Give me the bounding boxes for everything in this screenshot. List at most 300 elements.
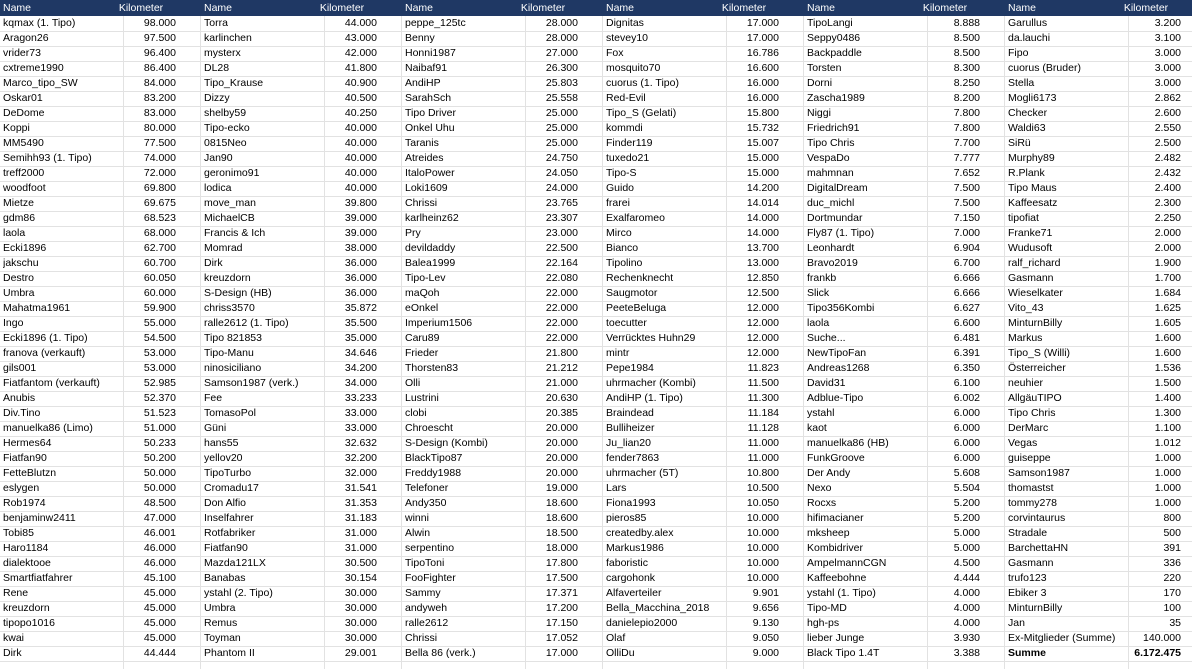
member-name: Fee (204, 392, 223, 404)
member-name: Bulliheizer (606, 422, 655, 434)
member-name: Destro (3, 272, 34, 284)
member-name: Kaffeebohne (807, 572, 867, 584)
member-name: Jan90 (204, 152, 233, 164)
member-name: Braindead (606, 407, 654, 419)
column-header-name: Name (3, 2, 32, 14)
member-kilometer: 14.000 (746, 227, 779, 239)
grid-line (200, 16, 201, 669)
member-kilometer: 83.200 (143, 92, 176, 104)
member-name: Dignitas (606, 17, 644, 29)
member-name: Alfaverteiler (606, 587, 662, 599)
member-name: stevey10 (606, 32, 649, 44)
member-kilometer: 24.750 (545, 152, 578, 164)
member-kilometer: 46.000 (143, 557, 176, 569)
member-name: Red-Evil (606, 92, 646, 104)
member-kilometer: 34.000 (344, 377, 377, 389)
member-name: Smartfiatfahrer (3, 572, 73, 584)
member-kilometer: 15.007 (746, 137, 779, 149)
member-name: kreuzdorn (3, 602, 50, 614)
member-name: Fiatfan90 (204, 542, 248, 554)
member-kilometer: 8.300 (953, 62, 980, 74)
member-kilometer: 391 (1163, 542, 1181, 554)
table-row (0, 256, 1192, 272)
member-name: VespaDo (807, 152, 850, 164)
member-name: ItaloPower (405, 167, 455, 179)
member-kilometer: 1.625 (1154, 302, 1181, 314)
member-kilometer: 1.000 (1154, 497, 1181, 509)
column-header-kilometer: Kilometer (118, 2, 164, 14)
member-kilometer: 9.000 (752, 647, 779, 659)
member-kilometer: 18.600 (545, 512, 578, 524)
member-name: faboristic (606, 557, 649, 569)
member-name: kqmax (1. Tipo) (3, 17, 76, 29)
member-name: Tipo-Manu (204, 347, 254, 359)
member-name: Olli (405, 377, 421, 389)
member-name: MinturnBilly (1008, 602, 1063, 614)
member-name: chriss3570 (204, 302, 255, 314)
member-name: Tipolino (606, 257, 643, 269)
member-name: Tipo-ecko (204, 122, 250, 134)
member-kilometer: 12.000 (746, 302, 779, 314)
member-name: Dorni (807, 77, 833, 89)
member-name: mysterx (204, 47, 241, 59)
member-kilometer: 5.200 (953, 497, 980, 509)
table-row (0, 286, 1192, 302)
member-kilometer: 25.803 (545, 77, 578, 89)
grid-line (803, 16, 804, 669)
member-kilometer: 29.001 (344, 647, 377, 659)
member-kilometer: 46.001 (143, 527, 176, 539)
member-kilometer: 24.050 (545, 167, 578, 179)
member-name: Ingo (3, 317, 24, 329)
member-name: Ebiker 3 (1008, 587, 1047, 599)
member-name: lieber Junge (807, 632, 865, 644)
member-kilometer: 4.000 (953, 602, 980, 614)
member-name: franova (verkauft) (3, 347, 86, 359)
member-name: ystahl (2. Tipo) (204, 587, 273, 599)
table-row (0, 361, 1192, 377)
member-kilometer: 3.930 (953, 632, 980, 644)
member-name: cuorus (Bruder) (1008, 62, 1081, 74)
member-name: Verrücktes Huhn29 (606, 332, 696, 344)
member-kilometer: 39.800 (344, 197, 377, 209)
member-name: S-Design (Kombi) (405, 437, 488, 449)
member-kilometer: 1.000 (1154, 467, 1181, 479)
member-name: MichaelCB (204, 212, 255, 224)
member-name: Saugmotor (606, 287, 658, 299)
member-kilometer: 38.000 (344, 242, 377, 254)
member-name: Fipo (1008, 47, 1029, 59)
member-kilometer: 34.200 (344, 362, 377, 374)
member-name: NewTipoFan (807, 347, 867, 359)
member-name: Andreas1268 (807, 362, 870, 374)
member-name: Chrissi (405, 632, 438, 644)
table-row (0, 556, 1192, 572)
member-kilometer: 13.700 (746, 242, 779, 254)
member-kilometer: 33.000 (344, 407, 377, 419)
member-kilometer: 17.000 (746, 32, 779, 44)
grid-line (726, 16, 727, 669)
member-name: cxtreme1990 (3, 62, 64, 74)
member-kilometer: 44.444 (143, 647, 176, 659)
member-kilometer: 3.100 (1154, 32, 1181, 44)
member-kilometer: 33.000 (344, 422, 377, 434)
member-name: Tipo_S (Gelati) (606, 107, 677, 119)
member-kilometer: 23.765 (545, 197, 578, 209)
member-kilometer: 10.000 (746, 572, 779, 584)
member-kilometer: 20.000 (545, 437, 578, 449)
member-kilometer: 1.600 (1154, 332, 1181, 344)
member-name: Mazda121LX (204, 557, 266, 569)
table-row (0, 31, 1192, 47)
member-name: Markus1986 (606, 542, 664, 554)
table-row (0, 346, 1192, 362)
member-name: mksheep (807, 527, 850, 539)
member-kilometer: 12.500 (746, 287, 779, 299)
table-row (0, 91, 1192, 107)
member-kilometer: 9.130 (752, 617, 779, 629)
table-row (0, 16, 1192, 32)
grid-line (602, 16, 603, 669)
member-name: kaot (807, 422, 827, 434)
member-name: AllgäuTIPO (1008, 392, 1062, 404)
member-kilometer: 13.000 (746, 257, 779, 269)
member-kilometer: 39.000 (344, 227, 377, 239)
member-name: ystahl (1. Tipo) (807, 587, 876, 599)
table-row (0, 331, 1192, 347)
member-kilometer: 4.444 (953, 572, 980, 584)
member-kilometer: 17.800 (545, 557, 578, 569)
member-name: Mogli6173 (1008, 92, 1057, 104)
member-name: Finder119 (606, 137, 653, 149)
member-name: Inselfahrer (204, 512, 254, 524)
table-row (0, 61, 1192, 77)
member-name: gils001 (3, 362, 37, 374)
member-name: Wudusoft (1008, 242, 1053, 254)
member-kilometer: 17.000 (545, 647, 578, 659)
member-name: MinturnBilly (1008, 317, 1063, 329)
member-name: ystahl (807, 407, 835, 419)
member-name: Checker (1008, 107, 1048, 119)
member-name: uhrmacher (Kombi) (606, 377, 696, 389)
member-name: Honni1987 (405, 47, 456, 59)
member-name: Div.Tino (3, 407, 41, 419)
member-kilometer: 6.904 (953, 242, 980, 254)
member-kilometer: 11.823 (747, 362, 779, 374)
member-kilometer: 20.630 (545, 392, 578, 404)
member-name: tipofiat (1008, 212, 1039, 224)
member-name: Olaf (606, 632, 626, 644)
column-header-name: Name (807, 2, 836, 14)
member-name: Phantom II (204, 647, 255, 659)
member-name: SarahSch (405, 92, 452, 104)
member-name: hans55 (204, 437, 239, 449)
grid-line (1128, 16, 1129, 669)
member-name: toecutter (606, 317, 647, 329)
member-name: frarei (606, 197, 630, 209)
member-kilometer: 4.000 (953, 587, 980, 599)
member-kilometer: 72.000 (143, 167, 176, 179)
member-name: Rocxs (807, 497, 837, 509)
member-kilometer: 10.000 (746, 557, 779, 569)
member-kilometer: 7.777 (953, 152, 980, 164)
member-kilometer: 31.183 (344, 512, 377, 524)
member-kilometer: 3.000 (1154, 47, 1181, 59)
member-kilometer: 11.300 (747, 392, 779, 404)
member-kilometer: 26.300 (545, 62, 578, 74)
member-name: DerMarc (1008, 422, 1049, 434)
member-name: Tobi85 (3, 527, 34, 539)
member-kilometer: 16.786 (746, 47, 779, 59)
member-kilometer: 14.014 (746, 197, 779, 209)
member-name: Fiatfan90 (3, 452, 47, 464)
member-name: Benny (405, 32, 435, 44)
member-name: hifimacianer (807, 512, 864, 524)
member-kilometer: 31.353 (344, 497, 377, 509)
member-kilometer: 6.100 (953, 377, 980, 389)
table-row (0, 586, 1192, 602)
member-kilometer: 28.000 (545, 17, 578, 29)
member-name: Mirco (606, 227, 632, 239)
member-kilometer: 5.504 (953, 482, 980, 494)
table-row (0, 241, 1192, 257)
member-name: Marco_tipo_SW (3, 77, 78, 89)
column-header-kilometer: Kilometer (721, 2, 767, 14)
member-name: Stradale (1008, 527, 1048, 539)
member-name: Adblue-Tipo (807, 392, 864, 404)
member-kilometer: 3.388 (953, 647, 980, 659)
member-name: DigitalDream (807, 182, 868, 194)
member-name: Umbra (3, 287, 35, 299)
member-kilometer: 17.150 (545, 617, 578, 629)
member-kilometer: 50.000 (143, 467, 176, 479)
member-name: Ecki1896 (1. Tipo) (3, 332, 88, 344)
member-kilometer: 30.500 (344, 557, 377, 569)
member-name: Tipo356Kombi (807, 302, 875, 314)
member-kilometer: 22.000 (545, 287, 578, 299)
member-kilometer: 1.684 (1154, 287, 1181, 299)
member-kilometer: 96.400 (143, 47, 176, 59)
member-kilometer: 6.481 (953, 332, 980, 344)
member-name: kommdi (606, 122, 643, 134)
member-name: David31 (807, 377, 846, 389)
member-kilometer: 1.300 (1154, 407, 1181, 419)
member-kilometer: 6.666 (953, 272, 980, 284)
member-name: devildaddy (405, 242, 456, 254)
member-name: serpentino (405, 542, 455, 554)
table-row (0, 121, 1192, 137)
member-kilometer: 7.000 (953, 227, 980, 239)
member-name: SiRü (1008, 137, 1031, 149)
member-name: Torra (204, 17, 228, 29)
member-name: Alwin (405, 527, 431, 539)
member-kilometer: 42.000 (344, 47, 377, 59)
member-kilometer: 10.500 (746, 482, 779, 494)
member-kilometer: 20.000 (545, 452, 578, 464)
member-name: BlackTipo87 (405, 452, 463, 464)
member-name: Seppy0486 (807, 32, 861, 44)
member-name: Umbra (204, 602, 236, 614)
member-kilometer: 62.700 (143, 242, 176, 254)
member-kilometer: 25.558 (545, 92, 578, 104)
member-kilometer: 32.632 (344, 437, 377, 449)
member-kilometer: 14.200 (746, 182, 779, 194)
member-kilometer: 40.000 (344, 122, 377, 134)
member-kilometer: 36.000 (344, 287, 377, 299)
member-name: yellov20 (204, 452, 243, 464)
member-name: Freddy1988 (405, 467, 462, 479)
member-kilometer: 23.307 (545, 212, 578, 224)
member-kilometer: 27.000 (545, 47, 578, 59)
member-kilometer: 34.646 (344, 347, 377, 359)
member-name: Balea1999 (405, 257, 456, 269)
member-kilometer: 21.800 (545, 347, 578, 359)
member-name: shelby59 (204, 107, 247, 119)
table-row (0, 616, 1192, 632)
member-name: Tipo_S (Willi) (1008, 347, 1071, 359)
member-name: geronimo91 (204, 167, 260, 179)
member-name: jakschu (3, 257, 39, 269)
column-header-name: Name (606, 2, 635, 14)
member-name: Mietze (3, 197, 34, 209)
member-name: Dizzy (204, 92, 230, 104)
member-name: Tipo 821853 (204, 332, 262, 344)
member-kilometer: 800 (1163, 512, 1181, 524)
member-name: 0815Neo (204, 137, 247, 149)
member-name: Guido (606, 182, 635, 194)
member-kilometer: 2.862 (1154, 92, 1181, 104)
member-kilometer: 6.600 (953, 317, 980, 329)
member-kilometer: 500 (1163, 527, 1181, 539)
member-kilometer: 3.200 (1154, 17, 1181, 29)
member-name: ralf_richard (1008, 257, 1061, 269)
member-kilometer: 2.550 (1154, 122, 1181, 134)
member-kilometer: 45.100 (143, 572, 176, 584)
member-name: thomastst (1008, 482, 1054, 494)
member-name: Semihh93 (1. Tipo) (3, 152, 92, 164)
table-row (0, 196, 1192, 212)
member-kilometer: 86.400 (143, 62, 176, 74)
table-row (0, 106, 1192, 122)
member-kilometer: 6.700 (953, 257, 980, 269)
member-name: uhrmacher (5T) (606, 467, 679, 479)
member-name: Vito_43 (1008, 302, 1044, 314)
member-name: Rob1974 (3, 497, 46, 509)
member-name: clobi (405, 407, 427, 419)
member-kilometer: 6.350 (953, 362, 980, 374)
member-name: Taranis (405, 137, 439, 149)
member-kilometer: 6.391 (953, 347, 980, 359)
member-kilometer: 1.605 (1154, 317, 1181, 329)
member-kilometer: 140.000 (1143, 632, 1181, 644)
member-kilometer: 6.000 (953, 437, 980, 449)
member-kilometer: 30.154 (344, 572, 377, 584)
member-kilometer: 11.000 (747, 452, 779, 464)
member-kilometer: 1.012 (1154, 437, 1181, 449)
member-kilometer: 12.000 (746, 332, 779, 344)
member-kilometer: 3.000 (1154, 62, 1181, 74)
member-name: laola (807, 317, 830, 329)
member-name: danielepio2000 (606, 617, 678, 629)
member-name: Lustrini (405, 392, 439, 404)
member-kilometer: 24.000 (545, 182, 578, 194)
member-kilometer: 5.200 (953, 512, 980, 524)
member-name: Tipo Maus (1008, 182, 1057, 194)
member-name: Tipo_Krause (204, 77, 264, 89)
member-kilometer: 11.000 (747, 437, 779, 449)
member-kilometer: 7.800 (953, 107, 980, 119)
member-name: frankb (807, 272, 837, 284)
table-row (0, 481, 1192, 497)
member-kilometer: 40.000 (344, 152, 377, 164)
grid-line (324, 16, 325, 669)
table-row (0, 316, 1192, 332)
member-kilometer: 97.500 (143, 32, 176, 44)
member-name: AndiHP (405, 77, 441, 89)
member-name: Tipo-Lev (405, 272, 446, 284)
member-kilometer: 16.600 (746, 62, 779, 74)
member-name: Anubis (3, 392, 36, 404)
member-name: kwai (3, 632, 25, 644)
member-kilometer: 14.000 (746, 212, 779, 224)
table-row (0, 166, 1192, 182)
member-name: AmpelmannCGN (807, 557, 887, 569)
member-kilometer: 60.700 (143, 257, 176, 269)
member-kilometer: 36.000 (344, 257, 377, 269)
member-name: Tipo Chris (1008, 407, 1056, 419)
member-name: Fiona1993 (606, 497, 656, 509)
member-name: Waldi63 (1008, 122, 1046, 134)
member-kilometer: 25.000 (545, 137, 578, 149)
member-kilometer: 10.000 (746, 512, 779, 524)
member-kilometer: 28.000 (545, 32, 578, 44)
member-kilometer: 7.150 (953, 212, 980, 224)
member-kilometer: 11.128 (747, 422, 779, 434)
member-kilometer: 52.370 (143, 392, 176, 404)
member-kilometer: 6.002 (953, 392, 980, 404)
table-row (0, 376, 1192, 392)
member-kilometer: 18.500 (545, 527, 578, 539)
member-kilometer: 17.200 (545, 602, 578, 614)
member-name: Nexo (807, 482, 832, 494)
table-row (0, 646, 1192, 662)
member-name: Chroescht (405, 422, 453, 434)
member-kilometer: 10.800 (746, 467, 779, 479)
member-name: winni (405, 512, 429, 524)
member-kilometer: 40.000 (344, 137, 377, 149)
grid-line (1004, 16, 1005, 669)
member-name: peppe_125tc (405, 17, 466, 29)
member-kilometer: 11.500 (747, 377, 779, 389)
member-name: Vegas (1008, 437, 1038, 449)
member-kilometer: 69.675 (143, 197, 176, 209)
member-kilometer: 22.164 (545, 257, 578, 269)
member-kilometer: 220 (1163, 572, 1181, 584)
member-kilometer: 2.500 (1154, 137, 1181, 149)
member-kilometer: 2.600 (1154, 107, 1181, 119)
member-name: Rotfabriker (204, 527, 256, 539)
member-kilometer: 22.500 (545, 242, 578, 254)
table-row (0, 391, 1192, 407)
member-name: move_man (204, 197, 256, 209)
member-name: Koppi (3, 122, 30, 134)
member-kilometer: 6.000 (953, 422, 980, 434)
member-name: laola (3, 227, 26, 239)
member-kilometer: 15.000 (746, 167, 779, 179)
table-row (0, 151, 1192, 167)
member-kilometer: 35.500 (344, 317, 377, 329)
member-name: TipoLangi (807, 17, 853, 29)
